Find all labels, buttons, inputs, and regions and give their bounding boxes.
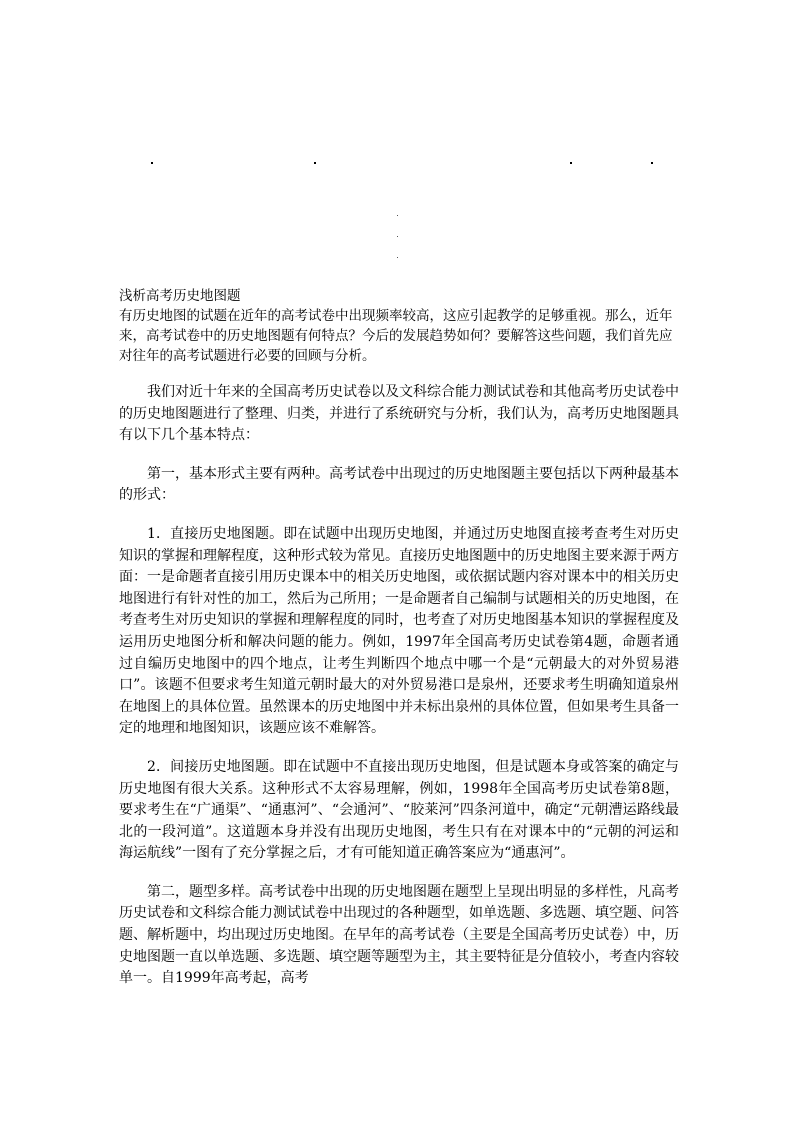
page-mark [397, 236, 398, 237]
document-title: 浅析高考历史地图题 [119, 288, 241, 304]
paragraph-point-one: 第一，基本形式主要有两种。高考试卷中出现过的历史地图题主要包括以下两种最基本的形式： [119, 465, 679, 504]
paragraph-indirect-map: 2．间接历史地图题。即在试题中不直接出现历史地图，但是试题本身或答案的确定与历史地图有很大关系。这种形式不太容易理解，例如，1998年全国高考历史试卷第8题，要求考生在“广通渠”、“通惠河”、“会通河”、“胶莱河”四条河道中，确定“元朝漕运路线最北的一段河道”。这道题本身并没有出现历史地图，考生只有在对课本中的“元朝的河运和海运航线”一图有了充分掌握之后，才有可能知道正确答案应为“通惠河”。 [119, 758, 679, 862]
page-mark [397, 257, 398, 258]
page-mark [570, 162, 572, 164]
page-mark [651, 162, 653, 164]
page-mark [151, 162, 153, 164]
document-body [119, 286, 679, 1007]
paragraph-point-two: 第二，题型多样。高考试卷中出现的历史地图题在题型上呈现出明显的多样性，凡高考历史试卷和文科综合能力测试试卷中出现过的各种题型，如单选题、多选题、填空题、问答题、解析题中，均出现过历史地图。在早年的高考试卷（主要是全国高考历史试卷）中，历史地图题一直以单选题、多选题、填空题等题型为主，其主要特征是分值较小，考查内容较单一。自1999年高考起，高考 [119, 883, 679, 987]
paragraph-overview: 我们对近十年来的全国高考历史试卷以及文科综合能力测试试卷和其他高考历史试卷中的历史地图题进行了整理、归类，并进行了系统研究与分析，我们认为，高考历史地图题具有以下几个基本特点： [119, 384, 679, 444]
paragraph-direct-map: 1．直接历史地图题。即在试题中出现历史地图，并通过历史地图直接考查考生对历史知识的掌握和理解程度，这种形式较为常见。直接历史地图题中的历史地图主要来源于两方面：一是命题者直接引用历史课本中的相关历史地图，或依据试题内容对课本中的相关历史地图进行有针对性的加工，然后为己所用；一是命题者自己编制与试题相关的历史地图，在考查考生对历史知识的掌握和理解程度的同时，也考查了对历史地图基本知识的掌握程度及运用历史地图分析和解决问题的能力。例如，1997年全国高考历史试卷第4题，命题者通过自编历史地图中的四个地点，让考生判断四个地点中哪一个是“元朝最大的对外贸易港口”。该题不但要求考生知道元朝时最大的对外贸易港口是泉州，还要求考生明确知道泉州在地图上的具体位置。虽然课本的历史地图中并未标出泉州的具体位置，但如果考生具备一定的地理和地图知识，该题应该不难解答。 [119, 525, 679, 737]
intro-paragraph: 有历史地图的试题在近年的高考试卷中出现频率较高，这应引起教学的足够重视。那么，近年来，高考试卷中的历史地图题有何特点？今后的发展趋势如何？要解答这些问题，我们首先应对往年的高考试题进行必要的回顾与分析。 [119, 308, 673, 364]
page-mark [397, 215, 398, 216]
page-mark [314, 162, 316, 164]
